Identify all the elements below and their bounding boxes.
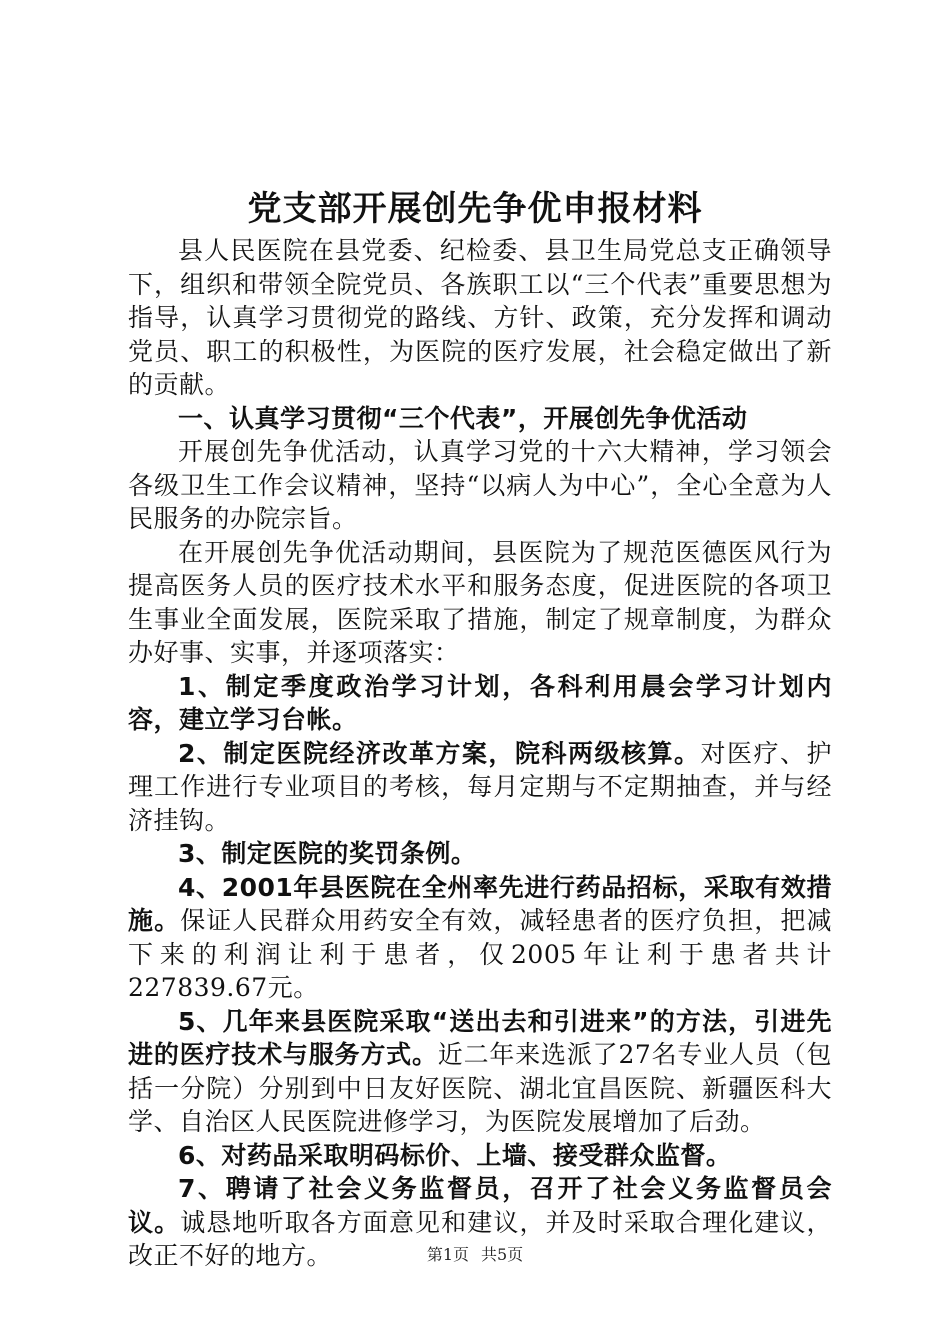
list-item-text: 近二年来选派了27名专业人员（包括一分院）分别到中日友好医院、湖北宜昌医院、新疆医科大学、自治区人民医院进修学习，为医院发展增加了后劲。 [128,1040,832,1136]
list-item [128,1005,832,1139]
page-number: 第1页 [426,1245,469,1264]
list-item-lead: 5、几年来县医院采取“送出去和引进来”的方法，引进先进的医疗技术与服务方式。 [128,1006,832,1069]
list-item [128,871,832,1005]
list-item-text: 诚恳地听取各方面意见和建议，并及时采取合理化建议，改正不好的地方。 [128,1207,832,1270]
list-item-lead: 4、2001年县医院在全州率先进行药品招标，采取有效措施。 [128,872,832,935]
body-paragraph: 在开展创先争优活动期间，县医院为了规范医德医风行为提高医务人员的医疗技术水平和服务态度，促进医院的各项卫生事业全面发展，医院采取了措施，制定了规章制度，为群众办好事、实事，并逐项落实： [128,537,832,667]
section-heading: 一、认真学习贯彻“三个代表”，开展创先争优活动 [178,403,748,433]
page-total: 共5页 [481,1245,524,1264]
document-body [128,234,832,1273]
list-item [128,670,832,737]
intro-paragraph: 县人民医院在县党委、纪检委、县卫生局党总支正确领导下，组织和带领全院党员、各族职工以“三个代表”重要思想为指导，认真学习贯彻党的路线、方针、政策，充分发挥和调动党员、职工的积极性，为医院的医疗发展，社会稳定做出了新的贡献。 [128,236,832,399]
page-footer [0,1245,950,1265]
list-item-lead: 7、聘请了社会义务监督员，召开了社会义务监督员会议。 [128,1174,832,1237]
list-item-text: 保证人民群众用药安全有效，减轻患者的医疗负担，把减下来的利润让利于患者，仅2005年让利于患者共计227839.67元。 [128,906,832,1002]
list-item [128,837,832,871]
list-item-text: 对医疗、护理工作进行专业项目的考核，每月定期与不定期抽查，并与经济挂钩。 [128,738,832,835]
list-item-lead: 2、制定医院经济改革方案，院科两级核算。 [178,738,701,768]
list-item [128,1139,832,1173]
list-item-lead: 6、对药品采取明码标价、上墙、接受群众监督。 [178,1140,732,1170]
body-paragraph: 开展创先争优活动，认真学习党的十六大精神，学习领会各级卫生工作会议精神，坚持“以病人为中心”，全心全意为人民服务的办院宗旨。 [128,437,832,533]
list-item [128,737,832,838]
list-item-lead: 3、制定医院的奖罚条例。 [178,839,477,868]
document-title: 党支部开展创先争优申报材料 [247,189,703,229]
list-item-lead: 1、制定季度政治学习计划，各科利用晨会学习计划内容，建立学习台帐。 [128,671,832,734]
